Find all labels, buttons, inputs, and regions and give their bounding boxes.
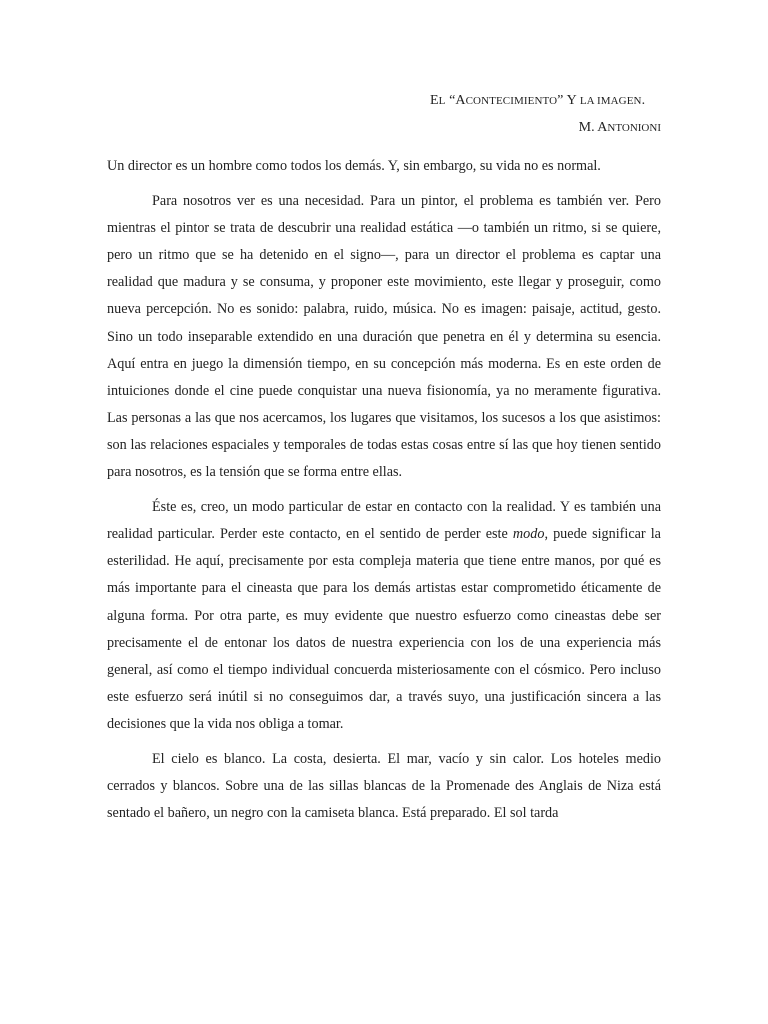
paragraph-intro: Un director es un hombre como todos los demás. Y, sin embargo, su vida no es normal. <box>107 158 601 174</box>
paragraph-2-emphasis: modo <box>512 526 545 543</box>
title-text-part: . <box>641 93 646 108</box>
document-title <box>430 92 730 110</box>
title-text-part: LA IMAGEN <box>579 95 642 107</box>
author-text-part: M. A <box>578 120 608 135</box>
title-text-part: E <box>430 93 439 108</box>
paragraph-2-text-a: Éste es, creo, un modo particular de estar en contacto con la realidad. Y es también una realidad particular. Perder este contacto, en el sentido de perder este <box>107 499 661 543</box>
title-text-part: A <box>455 93 466 108</box>
paragraph-2-text-b: , puede significar la esterilidad. He aquí, precisamente por esta compleja materia que tiene entre manos, por qué es más importante para el cineasta que para los demás artistas estar comprometido éticamente de alguna forma. Por otra parte, es muy evidente que nuestro esfuerzo como cineastas debe ser precisamente el de entonar los datos de nuestra experiencia con los de una experiencia más general, así como el tiempo individual concuerda misteriosamente con el cósmico. Pero incluso este esfuerzo será inútil si no conseguimos dar, a través suyo, una justificación sincera a las decisiones que la vida nos obliga a tomar. <box>107 526 661 732</box>
title-text-part: L <box>438 95 446 107</box>
title-text-part: “ <box>445 93 456 108</box>
document-body <box>107 153 661 835</box>
paragraph-3: El cielo es blanco. La costa, desierta. El mar, vacío y sin calor. Los hoteles medio cerrados y blancos. Sobre una de las sillas blancas de la Promenade des Anglais de Niza está sentado el bañero, un negro con la camiseta blanca. Está preparado. El sol tarda <box>107 750 661 822</box>
document-author <box>300 119 661 137</box>
title-text-part: ” Y <box>557 93 580 108</box>
paragraph-1: Para nosotros ver es una necesidad. Para un pintor, el problema es también ver. Pero mientras el pintor se trata de descubrir una realidad estática —o también un ritmo, si se quiere, pero un ritmo que se ha detenido en el signo—, para un director el problema es captar una realidad que madura y se consuma, y proponer este movimiento, este llegar y proseguir, como nueva percepción. No es sonido: palabra, ruido, música. No es imagen: paisaje, actitud, gesto. Sino un todo inseparable extendido en una duración que penetra en él y determina su esencia. Aquí entra en juego la dimensión tiempo, en su concepción más moderna. Es en este orden de intuiciones donde el cine puede conquistar una nueva fisionomía, ya no meramente figurativa. Las personas a las que nos acercamos, los lugares que visitamos, los sucesos a los que asistimos: son las relaciones espaciales y temporales de todas estas cosas entre sí las que hoy tienen sentido para nosotros, es la tensión que se forma entre ellas. <box>107 193 661 481</box>
title-text-part: CONTECIMIENTO <box>465 95 558 107</box>
paragraph-2 <box>107 494 661 738</box>
author-text-part: NTONIONI <box>607 122 661 134</box>
